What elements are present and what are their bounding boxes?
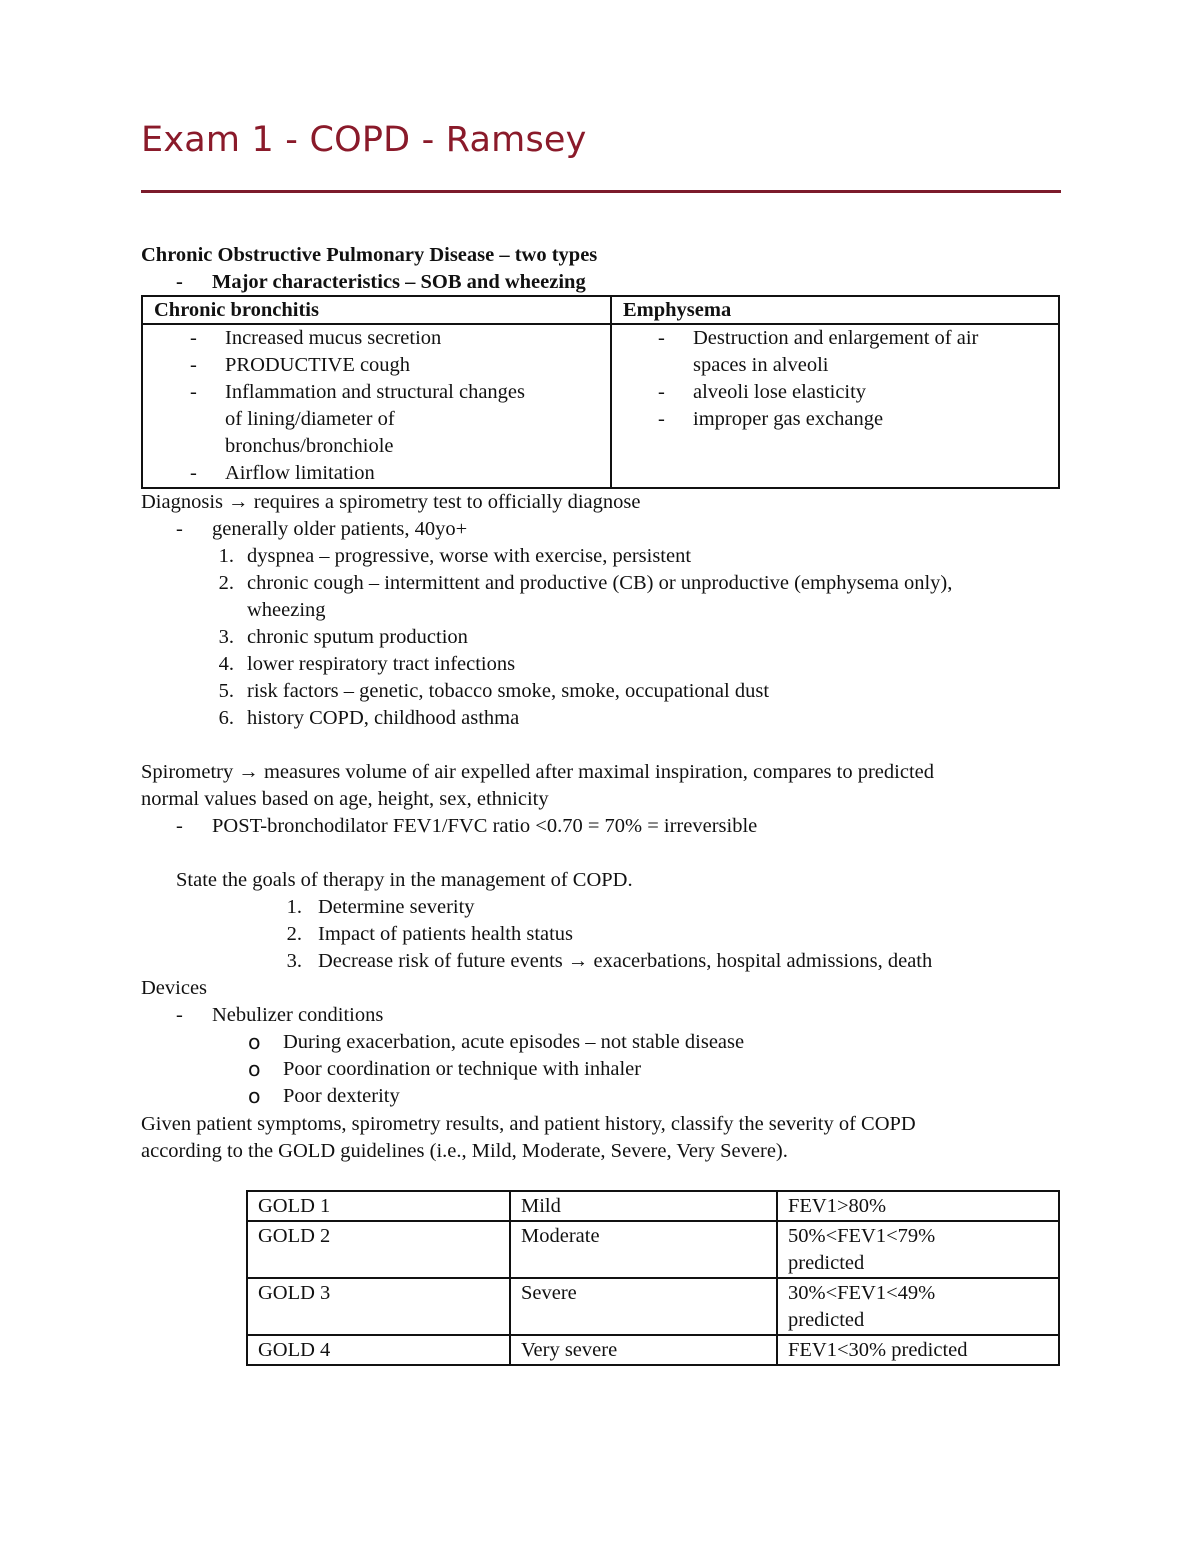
list-number: 6. — [218, 707, 234, 729]
list-item: - improper gas exchange — [658, 408, 884, 430]
diagnosis-item-continued: wheezing — [247, 599, 326, 621]
spirometry-bullet: POST-bronchodilator FEV1/FVC ratio <0.70 = 70% = irreversible — [212, 815, 758, 837]
list-number: 3. — [286, 950, 302, 972]
table-row — [247, 1221, 1059, 1278]
gold-severity-cell: Very severe — [510, 1335, 777, 1365]
list-item-continued: spaces in alveoli — [693, 354, 829, 376]
list-number: 1. — [286, 896, 302, 918]
list-number: 3. — [218, 626, 234, 648]
bullet-circle: o — [248, 1030, 261, 1054]
devices-subitem: During exacerbation, acute episodes – not stable disease — [283, 1031, 745, 1053]
table-row — [247, 1191, 1059, 1221]
gold-fev1-cell: FEV1<30% predicted — [777, 1335, 1059, 1365]
diagnosis-item: chronic sputum production — [247, 626, 468, 648]
gold-stage-cell: GOLD 2 — [247, 1221, 510, 1278]
diagnosis-item: risk factors – genetic, tobacco smoke, smoke, occupational dust — [247, 680, 770, 702]
gold-fev1-cell: 30%<FEV1<49% predicted — [777, 1278, 1059, 1335]
table-row — [142, 324, 1059, 488]
list-item-continued: bronchus/bronchiole — [225, 435, 394, 457]
emphysema-cell — [611, 324, 1059, 488]
gold-stage-cell: GOLD 1 — [247, 1191, 510, 1221]
gold-severity-cell: Severe — [510, 1278, 777, 1335]
gold-table — [246, 1190, 1060, 1366]
page-title: Exam 1 - COPD - Ramsey — [141, 120, 587, 160]
diagnosis-item: lower respiratory tract infections — [247, 653, 516, 675]
gold-fev1-cell: FEV1>80% — [777, 1191, 1059, 1221]
list-item-continued: of lining/diameter of — [225, 408, 395, 430]
section-heading-copd: Chronic Obstructive Pulmonary Disease – two types — [141, 244, 598, 266]
gold-stage-cell: GOLD 4 — [247, 1335, 510, 1365]
bullet-dash: - — [176, 1004, 183, 1026]
bullet-dash: - — [176, 815, 183, 837]
devices-heading: Devices — [141, 977, 208, 999]
diagnosis-item: chronic cough – intermittent and productive (CB) or unproductive (emphysema only), — [247, 572, 953, 594]
gold-fev1-cell: 50%<FEV1<79% predicted — [777, 1221, 1059, 1278]
goals-heading: State the goals of therapy in the management of COPD. — [176, 869, 633, 891]
diagnosis-item: history COPD, childhood asthma — [247, 707, 520, 729]
list-item: - Airflow limitation — [190, 462, 375, 484]
list-item: - PRODUCTIVE cough — [190, 354, 411, 376]
table-row — [247, 1278, 1059, 1335]
goal-item: Decrease risk of future events → exacerbations, hospital admissions, death — [318, 950, 933, 972]
header-chronic-bronchitis: Chronic bronchitis — [142, 296, 611, 324]
devices-subitem: Poor dexterity — [283, 1085, 400, 1107]
spirometry-line: Spirometry → measures volume of air expelled after maximal inspiration, compares to predicted — [141, 761, 934, 783]
list-item: - Increased mucus secretion — [190, 327, 442, 349]
list-item: - alveoli lose elasticity — [658, 381, 867, 403]
goal-item: Determine severity — [318, 896, 475, 918]
title-divider — [141, 190, 1061, 193]
bullet-dash: - — [176, 518, 183, 540]
comparison-table — [141, 295, 1060, 489]
classify-line: Given patient symptoms, spirometry results, and patient history, classify the severity of COPD — [141, 1113, 916, 1135]
list-item: - Destruction and enlargement of air — [658, 327, 979, 349]
devices-bullet: Nebulizer conditions — [212, 1004, 384, 1026]
diagnosis-heading: Diagnosis → requires a spirometry test to officially diagnose — [141, 491, 641, 513]
gold-severity-cell: Mild — [510, 1191, 777, 1221]
list-item: - Inflammation and structural changes — [190, 381, 525, 403]
diagnosis-bullet: generally older patients, 40yo+ — [212, 518, 468, 540]
bullet-circle: o — [248, 1057, 261, 1081]
list-number: 2. — [286, 923, 302, 945]
major-characteristics: Major characteristics – SOB and wheezing — [212, 271, 586, 293]
chronic-bronchitis-cell — [142, 324, 611, 488]
list-number: 4. — [218, 653, 234, 675]
spirometry-line: normal values based on age, height, sex, ethnicity — [141, 788, 549, 810]
diagnosis-item: dyspnea – progressive, worse with exercise, persistent — [247, 545, 692, 567]
gold-severity-cell: Moderate — [510, 1221, 777, 1278]
table-header-row — [142, 296, 1059, 324]
bullet-dash: - — [176, 271, 183, 293]
list-number: 2. — [218, 572, 234, 594]
list-number: 1. — [218, 545, 234, 567]
devices-subitem: Poor coordination or technique with inhaler — [283, 1058, 642, 1080]
gold-stage-cell: GOLD 3 — [247, 1278, 510, 1335]
goal-item: Impact of patients health status — [318, 923, 574, 945]
bullet-circle: o — [248, 1084, 261, 1108]
header-emphysema: Emphysema — [611, 296, 1059, 324]
table-row — [247, 1335, 1059, 1365]
list-number: 5. — [218, 680, 234, 702]
classify-line: according to the GOLD guidelines (i.e., Mild, Moderate, Severe, Very Severe). — [141, 1140, 788, 1162]
